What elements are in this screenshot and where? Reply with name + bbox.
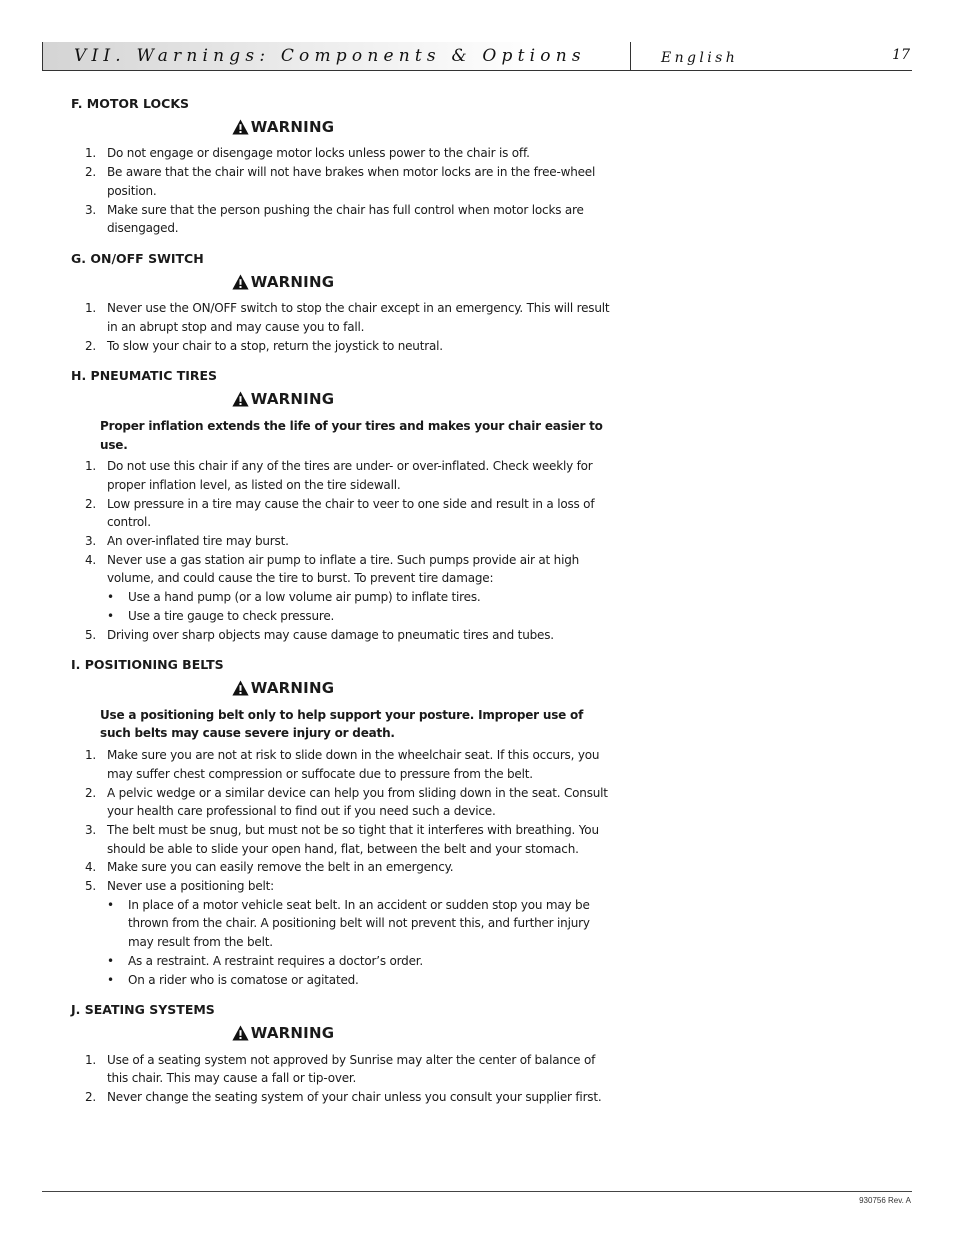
list-item: [71, 1088, 611, 1107]
section-on-off-switch: [71, 250, 611, 356]
warning-label: WARNING: [250, 1023, 335, 1042]
item-text: A pelvic wedge or a similar device can help you from sliding down in the seat. Consult your health care professional to find out if you need such a device.: [107, 785, 608, 819]
item-number: 5.: [85, 627, 97, 642]
warning-badge: [83, 679, 483, 698]
list-item: [71, 163, 611, 200]
item-text: To slow your chair to a stop, return the joystick to neutral.: [107, 338, 443, 353]
list-item: [71, 784, 611, 821]
warning-list: [71, 299, 611, 355]
item-text: Low pressure in a tire may cause the chair to veer to one side and result in a loss of control.: [107, 496, 595, 530]
list-item: [71, 858, 611, 877]
item-text: Never use the ON/OFF switch to stop the chair except in an emergency. This will result in an abrupt stop and may cause you to fall.: [107, 301, 610, 335]
item-number: 2.: [85, 1090, 97, 1105]
bullet-item: • In place of a motor vehicle seat belt. In an accident or sudden stop you may be thrown from the chair. A positioning belt will not prevent this, and further injury may result from the belt.: [107, 896, 611, 952]
item-number: 2.: [85, 338, 97, 353]
list-item: [71, 551, 611, 626]
warning-badge: [83, 118, 483, 137]
list-item: [71, 532, 611, 551]
item-text: An over-inflated tire may burst.: [107, 534, 289, 549]
list-item: [71, 1051, 611, 1088]
bullet-list: [107, 896, 611, 990]
item-number: 2.: [85, 165, 97, 180]
warning-intro: Proper inflation extends the life of your tires and makes your chair easier to use.: [100, 418, 603, 452]
section-pneumatic-tires: [71, 367, 611, 644]
warning-label: WARNING: [250, 272, 335, 291]
header-left-rule: [42, 42, 43, 71]
list-item: [71, 746, 611, 783]
page-content: [71, 95, 611, 1119]
list-item: [71, 457, 611, 494]
item-number: 3.: [85, 822, 97, 837]
item-text: Make sure that the person pushing the chair has full control when motor locks are disengaged.: [107, 202, 584, 236]
item-number: 4.: [85, 860, 97, 875]
section-seating-systems: [71, 1001, 611, 1107]
language-label: English: [661, 50, 739, 66]
item-text: Driving over sharp objects may cause damage to pneumatic tires and tubes.: [107, 627, 554, 642]
list-item: [71, 337, 611, 356]
item-text: Do not engage or disengage motor locks unless power to the chair is off.: [107, 146, 530, 161]
item-number: 1.: [85, 1052, 97, 1067]
warning-triangle-icon: [232, 274, 249, 290]
page-number: 17: [892, 47, 910, 63]
header-divider: [630, 42, 631, 71]
section-heading: F. MOTOR LOCKS: [71, 96, 190, 111]
warning-badge: [83, 390, 483, 409]
item-number: 4.: [85, 552, 97, 567]
footer-rule: [42, 1191, 912, 1192]
list-item: [71, 877, 611, 989]
section-positioning-belts: [71, 656, 611, 989]
item-text: Use of a seating system not approved by Sunrise may alter the center of balance of this chair. This may cause a fall or tip-over.: [107, 1052, 596, 1086]
warning-label: WARNING: [250, 678, 335, 697]
section-heading: H. PNEUMATIC TIRES: [71, 368, 218, 384]
list-item: [71, 626, 611, 645]
item-text: Never use a gas station air pump to inflate a tire. Such pumps provide air at high volume, and could cause the tire to burst. To prevent tire damage:: [107, 552, 580, 586]
section-heading: J. SEATING SYSTEMS: [71, 1002, 215, 1018]
section-heading: I. POSITIONING BELTS: [71, 657, 224, 673]
item-text: The belt must be snug, but must not be so tight that it interferes with breathing. You should be able to slide your open hand, flat, between the belt and your stomach.: [107, 822, 599, 856]
chapter-title: VII. Warnings: Components & Options: [74, 46, 586, 66]
header-rule: [42, 70, 912, 71]
bullet-item: • As a restraint. A restraint requires a doctor’s order.: [107, 952, 611, 971]
warning-triangle-icon: [232, 391, 249, 407]
item-number: 5.: [85, 879, 97, 894]
list-item: [71, 495, 611, 532]
warning-intro: Use a positioning belt only to help support your posture. Improper use of such belts may cause severe injury or death.: [100, 707, 584, 741]
item-number: 1.: [85, 748, 97, 763]
document-number: 930756 Rev. A: [859, 1196, 911, 1205]
item-text: Never change the seating system of your chair unless you consult your supplier first.: [107, 1090, 602, 1105]
warning-triangle-icon: [232, 1025, 249, 1041]
item-number: 2.: [85, 496, 97, 511]
item-text: Never use a positioning belt:: [107, 879, 274, 894]
warning-badge: [83, 1024, 483, 1043]
list-item: [71, 821, 611, 858]
warning-list: [71, 746, 611, 989]
section-motor-locks: [71, 95, 611, 238]
item-number: 1.: [85, 301, 97, 316]
bullet-list: [107, 588, 611, 625]
bullet-item: • Use a tire gauge to check pressure.: [107, 607, 611, 626]
item-number: 3.: [85, 534, 97, 549]
item-text: Do not use this chair if any of the tires are under- or over-inflated. Check weekly for proper inflation level, as listed on the tire sidewall.: [107, 459, 593, 492]
item-text: Be aware that the chair will not have brakes when motor locks are in the free-wheel position.: [107, 165, 596, 198]
bullet-item: • On a rider who is comatose or agitated.: [107, 971, 611, 990]
bullet-item: • Use a hand pump (or a low volume air pump) to inflate tires.: [107, 588, 611, 607]
warning-triangle-icon: [232, 119, 249, 135]
list-item: [71, 201, 611, 238]
page-header: [42, 42, 912, 72]
item-number: 1.: [85, 146, 97, 161]
warning-triangle-icon: [232, 680, 249, 696]
warning-list: [71, 144, 611, 238]
item-text: Make sure you are not at risk to slide down in the wheelchair seat. If this occurs, you may suffer chest compression or suffocate due to pressure from the belt.: [107, 748, 600, 781]
item-number: 2.: [85, 785, 97, 800]
warning-list: [71, 1051, 611, 1107]
list-item: [71, 299, 611, 336]
warning-label: WARNING: [250, 117, 335, 136]
item-text: Make sure you can easily remove the belt in an emergency.: [107, 860, 454, 875]
warning-label: WARNING: [250, 390, 335, 409]
list-item: [71, 144, 611, 163]
warning-list: [71, 457, 611, 644]
item-number: 1.: [85, 459, 97, 474]
warning-badge: [83, 273, 483, 292]
section-heading: G. ON/OFF SWITCH: [71, 250, 204, 266]
item-number: 3.: [85, 202, 97, 217]
